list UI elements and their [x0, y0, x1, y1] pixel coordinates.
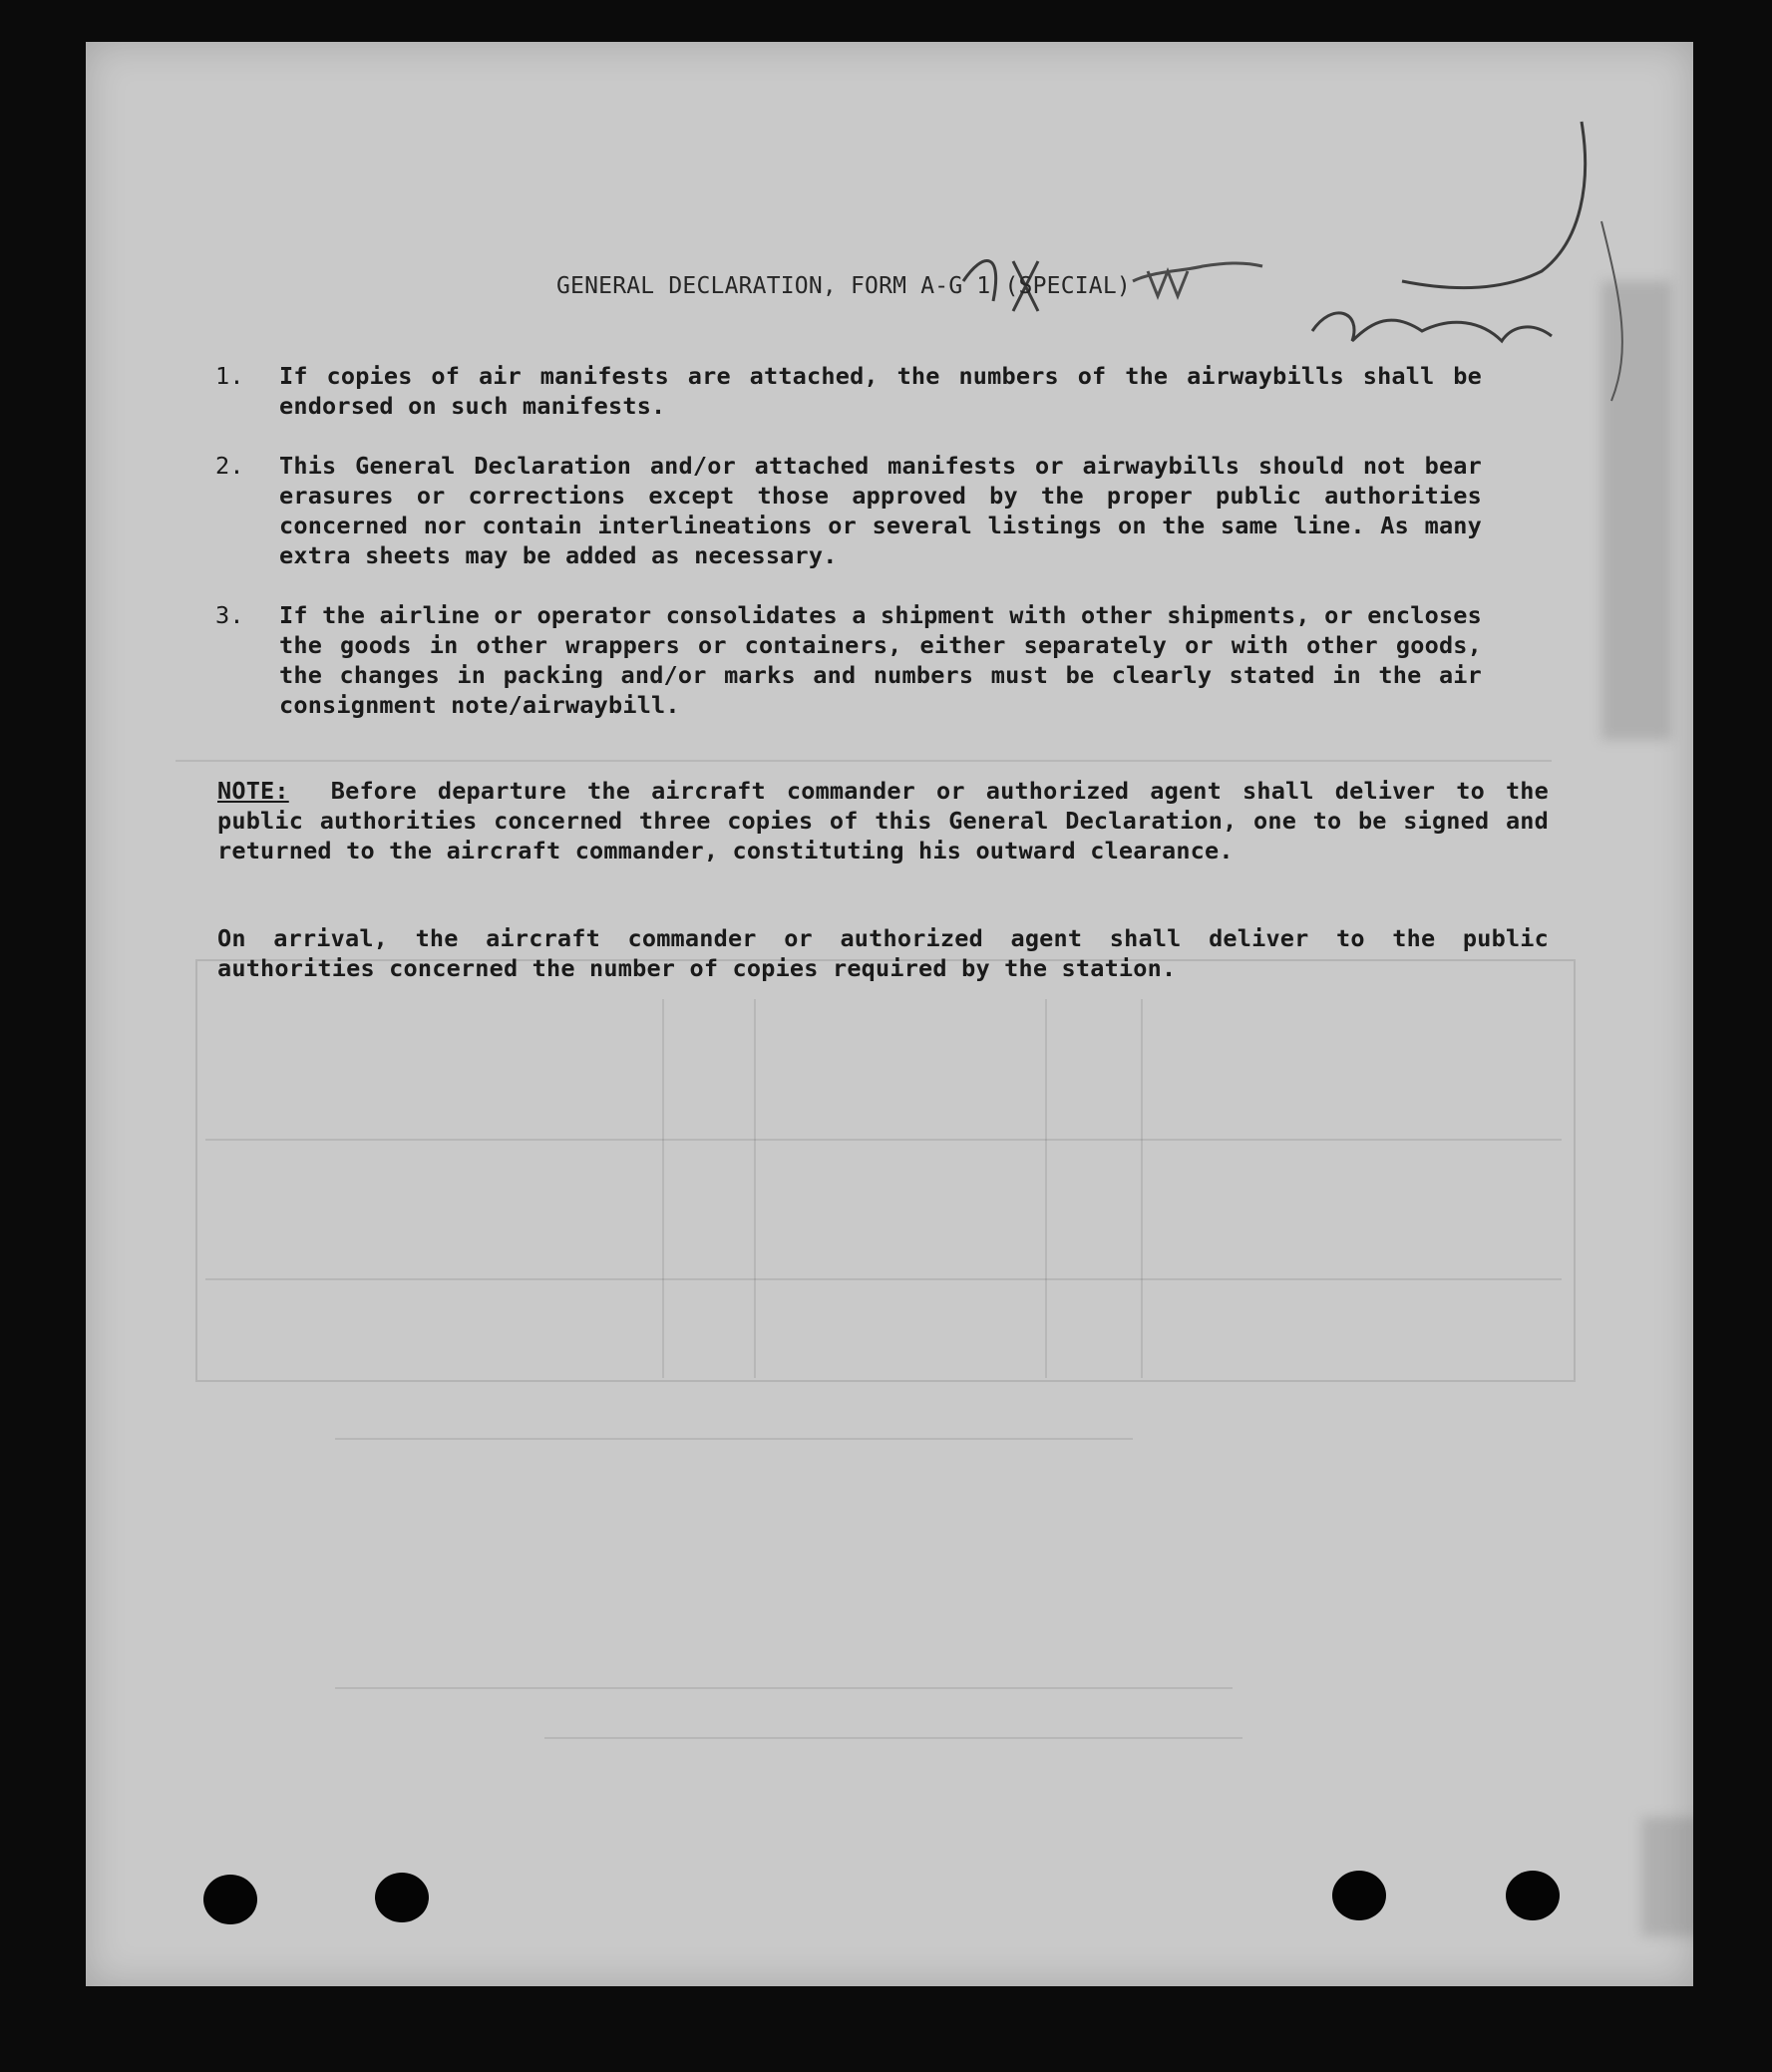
instruction-item	[215, 451, 1482, 570]
show-through-rule	[205, 1139, 1562, 1141]
item-text: This General Declaration and/or attached manifests or airwaybills should not bear erasures or corrections except those approved by the proper public authorities concerned nor contain interlineations or several listings on the same line. As many extra sheets may be added as necessary.	[279, 452, 1482, 569]
instruction-item	[215, 600, 1482, 720]
page-title: GENERAL DECLARATION, FORM A-G 1 (SPECIAL)	[556, 273, 1131, 299]
show-through-rule	[176, 760, 1552, 762]
item-number: 3.	[215, 601, 244, 629]
show-through-box	[195, 959, 1576, 1382]
item-text: If copies of air manifests are attached, the numbers of the airwaybills shall be endorsed on such manifests.	[279, 362, 1482, 420]
punch-hole	[1506, 1871, 1560, 1920]
show-through-rule	[335, 1687, 1233, 1689]
item-text: If the airline or operator consolidates a shipment with other shipments, or encloses the goods in other wrappers or containers, either separately or with other goods, the changes in packing and/or marks and numbers must be clearly stated in the air consignment note/airwaybill.	[279, 601, 1482, 719]
show-through-divider	[1045, 999, 1047, 1378]
show-through-rule	[205, 1278, 1562, 1280]
note-label: NOTE:	[217, 777, 289, 805]
show-through-rule	[544, 1737, 1242, 1739]
show-through-divider	[662, 999, 664, 1378]
item-number: 2.	[215, 452, 244, 480]
item-number: 1.	[215, 362, 244, 390]
document-sheet	[86, 42, 1693, 1986]
punch-hole	[1332, 1871, 1386, 1920]
edge-smudge	[1641, 1817, 1693, 1936]
show-through-divider	[754, 999, 756, 1378]
note-text: Before departure the aircraft commander or authorized agent shall deliver to the public authorities concerned three copies of this General Declaration, one to be signed and returned to the aircraft commander, constituting his outward clearance.	[217, 777, 1549, 864]
show-through-divider	[1141, 999, 1143, 1378]
punch-hole	[203, 1875, 257, 1924]
punch-hole	[375, 1873, 429, 1922]
show-through-rule	[335, 1438, 1133, 1440]
instruction-item	[215, 361, 1482, 421]
note-paragraph	[217, 776, 1549, 865]
arrival-paragraph: On arrival, the aircraft commander or authorized agent shall deliver to the public authorities concerned the number of copies required by the station.	[217, 924, 1549, 982]
